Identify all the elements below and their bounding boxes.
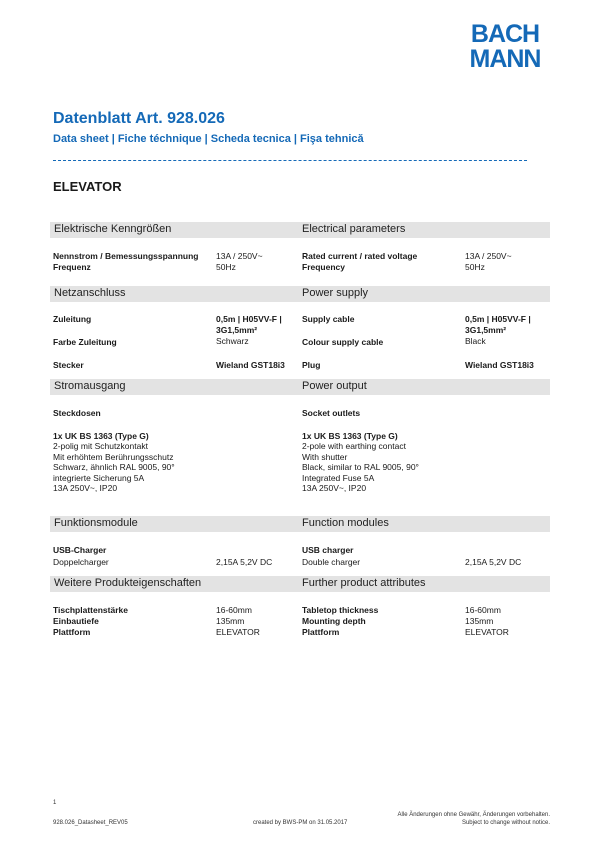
value: Schwarz bbox=[216, 336, 249, 346]
label: Plug bbox=[302, 360, 321, 370]
section-title-de: Funktionsmodule bbox=[54, 517, 138, 529]
value: 3G1,5mm² bbox=[216, 325, 258, 335]
value: 16-60mm bbox=[216, 605, 252, 615]
value: ELEVATOR bbox=[465, 627, 509, 637]
label: Mounting depth bbox=[302, 616, 366, 626]
section-header-electrical bbox=[50, 222, 550, 238]
label: Doppelcharger bbox=[53, 557, 109, 567]
document-id: 928.026_Datasheet_REV05 bbox=[53, 820, 128, 826]
product-name: ELEVATOR bbox=[53, 179, 122, 194]
outlet-spec: 1x UK BS 1363 (Type G) bbox=[302, 431, 398, 441]
outlet-spec: 1x UK BS 1363 (Type G) bbox=[53, 431, 149, 441]
label: Double charger bbox=[302, 557, 361, 567]
page-title: Datenblatt Art. 928.026 bbox=[53, 110, 225, 127]
value: 3G1,5mm² bbox=[465, 325, 507, 335]
section-title-de: Elektrische Kenngrößen bbox=[54, 223, 172, 235]
label: Frequenz bbox=[53, 262, 91, 272]
bachmann-logo bbox=[460, 22, 550, 72]
value: 0,5m | H05VV-F | bbox=[216, 314, 282, 324]
outlet-spec: 13A 250V~, IP20 bbox=[53, 483, 118, 493]
header-divider bbox=[53, 160, 527, 161]
value: 2,15A 5,2V DC bbox=[465, 557, 522, 567]
section-title-en: Power supply bbox=[302, 287, 369, 299]
logo-line-1: BACH bbox=[470, 20, 540, 48]
label: Steckdosen bbox=[53, 408, 101, 418]
outlet-spec: Integrated Fuse 5A bbox=[302, 472, 375, 483]
value: 13A / 250V~ bbox=[216, 251, 263, 261]
label: Plattform bbox=[53, 627, 91, 637]
notice-de: Alle Änderungen ohne Gewähr, Änderungen vorbehalten. bbox=[397, 812, 550, 818]
section-title-de: Stromausgang bbox=[54, 380, 126, 392]
section-header-attributes bbox=[50, 576, 550, 592]
logo-line-2: MANN bbox=[469, 45, 541, 73]
label: Plattform bbox=[302, 627, 340, 637]
label: Socket outlets bbox=[302, 408, 361, 418]
notice-en: Subject to change without notice. bbox=[461, 820, 550, 826]
outlet-spec: 2-pole with earthing contact bbox=[302, 441, 406, 451]
outlet-spec: Schwarz, ähnlich RAL 9005, 90° bbox=[53, 462, 175, 472]
section-title-en: Electrical parameters bbox=[302, 223, 406, 235]
outlet-spec: 2-polig mit Schutzkontakt bbox=[53, 441, 148, 451]
label: Tabletop thickness bbox=[302, 605, 379, 615]
section-title-en: Further product attributes bbox=[302, 577, 426, 589]
section-title-en: Function modules bbox=[302, 517, 389, 529]
section-title-de: Weitere Produkteigenschaften bbox=[54, 577, 202, 589]
section-title-en: Power output bbox=[302, 380, 367, 392]
value: Black bbox=[465, 336, 486, 346]
value: Wieland GST18i3 bbox=[465, 360, 534, 370]
value: 135mm bbox=[465, 616, 494, 626]
label: Supply cable bbox=[302, 314, 355, 324]
page-number: 1 bbox=[53, 800, 57, 806]
value: 50Hz bbox=[465, 262, 485, 272]
label: Zuleitung bbox=[53, 314, 92, 324]
label: Frequency bbox=[302, 262, 345, 272]
value: ELEVATOR bbox=[216, 627, 260, 637]
section-title-de: Netzanschluss bbox=[54, 287, 126, 299]
value: 135mm bbox=[216, 616, 245, 626]
section-header-power-supply bbox=[50, 286, 550, 302]
outlet-spec: With shutter bbox=[302, 451, 348, 462]
outlet-spec: 13A 250V~, IP20 bbox=[302, 483, 367, 493]
section-header-power-output bbox=[50, 379, 550, 395]
outlet-spec: Mit erhöhtem Berührungsschutz bbox=[53, 451, 174, 462]
page-subtitle: Data sheet | Fiche téchnique | Scheda tecnica | Fişa tehnică bbox=[53, 133, 364, 145]
section-header-function-modules bbox=[50, 516, 550, 532]
label: Farbe Zuleitung bbox=[53, 337, 117, 347]
label: Rated current / rated voltage bbox=[302, 251, 418, 261]
label: Colour supply cable bbox=[302, 337, 384, 347]
value: 13A / 250V~ bbox=[465, 251, 512, 261]
value: 50Hz bbox=[216, 262, 236, 272]
value: 2,15A 5,2V DC bbox=[216, 557, 273, 567]
label: USB-Charger bbox=[53, 545, 107, 555]
label: Stecker bbox=[53, 360, 84, 370]
value: 16-60mm bbox=[465, 605, 501, 615]
label: Nennstrom / Bemessungsspannung bbox=[53, 251, 199, 261]
label: USB charger bbox=[302, 545, 354, 555]
value: Wieland GST18i3 bbox=[216, 360, 285, 370]
label: Tischplattenstärke bbox=[53, 605, 128, 615]
outlet-spec: Black, similar to RAL 9005, 90° bbox=[302, 462, 419, 472]
outlet-spec: integrierte Sicherung 5A bbox=[53, 472, 145, 483]
label: Einbautiefe bbox=[53, 616, 99, 626]
created-by: created by BWS-PM on 31.05.2017 bbox=[253, 820, 348, 826]
value: 0,5m | H05VV-F | bbox=[465, 314, 531, 324]
